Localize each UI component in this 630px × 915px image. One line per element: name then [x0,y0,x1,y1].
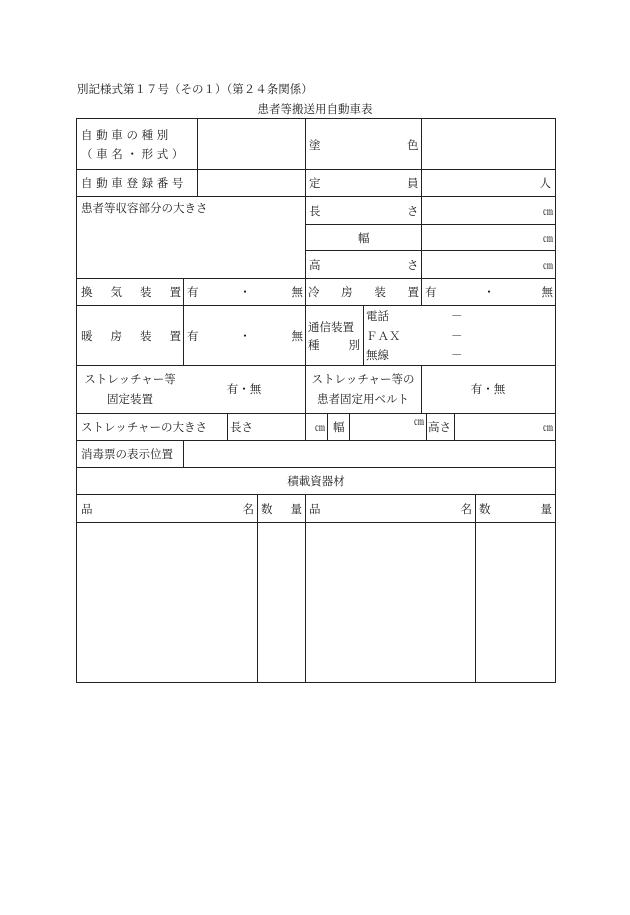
ventilation-options[interactable]: 有 ・ 無 [187,285,303,299]
rule [183,278,184,365]
form-number: 別記様式第１７号（その１）（第２４条関係） [77,82,313,96]
rule [305,250,555,251]
height-label: 高 [309,258,321,272]
belt-label: ストレッチャー等の [311,372,415,386]
comm-type-label: 種 別 [308,338,360,352]
stretcher-fix-label: ストレッチャー等 [84,372,176,386]
materials-names-area[interactable] [306,523,474,682]
stretcher-width-label: 幅 [333,420,345,434]
comm-radio-dash[interactable]: － [451,348,463,362]
comm-phone-label: 電話 [366,309,389,323]
item-name-header: 品 名 [309,502,472,516]
registration-label: 自 動 車 登 録 番 号 [81,176,184,190]
rule [77,494,555,495]
vehicle-form-table [76,118,556,683]
rule [454,413,455,440]
cooling-options[interactable]: 有 ・ 無 [425,285,553,299]
disinfect-field[interactable] [184,441,554,466]
belt-options[interactable]: 有・無 [470,382,506,396]
rule [77,467,555,468]
stretcher-height-label: 高さ [428,420,451,434]
rule [426,413,427,440]
unit-label: ㎝ [543,207,553,218]
belt-label: 患者固定用ベルト [317,392,409,406]
unit-label: ㎝ [414,417,424,428]
stretcher-length-label: 長さ [230,420,253,434]
capacity-unit: 人 [539,176,551,190]
rule [77,169,555,170]
cooling-label: 冷 房 装 置 [308,285,419,299]
unit-label: ㎝ [543,423,553,434]
quantity-header: 数 量 [479,502,552,516]
compartment-size-label: 患者等収容部分の大きさ [81,201,208,215]
item-name-header: 品 名 [81,502,254,516]
rule [363,305,364,365]
disinfect-label: 消毒票の表示位置 [81,447,173,461]
materials-title: 積載資器材 [287,474,345,488]
heating-options[interactable]: 有 ・ 無 [187,329,303,343]
unit-label: ㎝ [315,423,325,434]
rule [327,413,328,440]
comm-label: 通信装置 [308,320,354,334]
width-label: 幅 [358,231,370,245]
heating-label: 暖 房 装 置 [81,329,181,343]
materials-names-area[interactable] [78,523,256,682]
length-label: 長 [309,204,321,218]
paint-color-field[interactable] [422,120,554,168]
materials-qty-area[interactable] [476,523,554,682]
rule [421,196,422,224]
unit-label: ㎝ [543,234,553,245]
stretcher-size-label: ストレッチャーの大きさ [81,420,208,434]
stretcher-fix-options[interactable]: 有・無 [226,382,262,396]
rule [77,278,555,279]
capacity-label: 定 [309,176,321,190]
paint-label: 色 [407,138,419,152]
comm-fax-dash[interactable]: － [451,329,463,343]
vehicle-type-label: 自 動 車 の 種 別 [81,128,169,142]
rule [77,196,555,197]
rule [421,250,422,278]
rule [421,224,422,250]
ventilation-label: 換 気 装 置 [81,285,181,299]
rule [349,413,350,440]
rule [77,413,555,414]
rule [77,305,555,306]
comm-phone-dash[interactable]: － [451,309,463,323]
height-label: さ [407,258,419,272]
length-label: さ [407,204,419,218]
quantity-header: 数 量 [261,502,302,516]
vehicle-model-label: （ 車 名 ・ 形 式 ） [81,147,184,161]
paint-label: 塗 [309,138,321,152]
form-title: 患者等搬送用自動車表 [257,102,373,116]
unit-label: ㎝ [543,261,553,272]
comm-fax-label: ＦＡＸ [366,329,401,343]
rule [305,224,555,225]
rule [421,278,422,305]
comm-radio-label: 無線 [366,348,389,362]
rule [227,413,228,440]
registration-field[interactable] [198,170,304,195]
capacity-label: 員 [407,176,419,190]
vehicle-type-field[interactable] [198,120,304,168]
rule [77,365,555,366]
materials-qty-area[interactable] [258,523,304,682]
stretcher-fix-label: 固定装置 [107,392,153,406]
